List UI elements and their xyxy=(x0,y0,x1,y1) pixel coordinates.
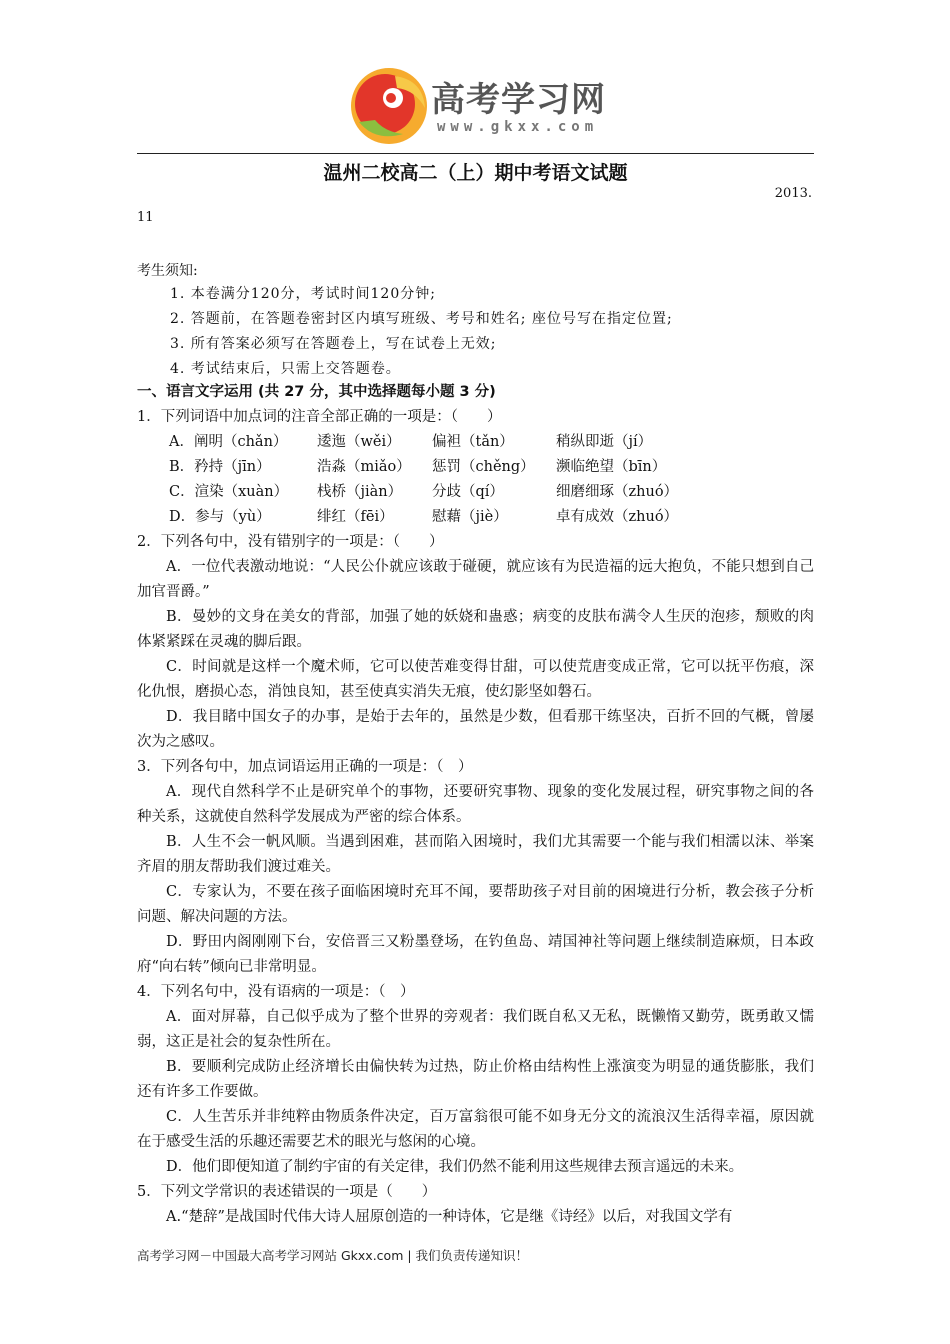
brand-name: 高考学习网 xyxy=(431,80,606,120)
option-text: D．参与（yù） xyxy=(169,509,271,525)
question-4-option-b: B．要顺利完成防止经济增长由偏快转为过热，防止价格由结构性上涨演变为明显的通货膨胀，我们还有许多工作要做。 xyxy=(137,1059,814,1100)
question-2-stem: 2．下列各句中，没有错别字的一项是：（ ） xyxy=(137,534,444,550)
option-text: 细磨细琢（zhuó） xyxy=(556,484,679,500)
option-text: A．阐明（chǎn） xyxy=(169,434,288,450)
option-text: 偏袒（tǎn） xyxy=(432,434,514,450)
option-text: 栈桥（jiàn） xyxy=(317,484,403,500)
question-4-option-c: C．人生苦乐并非纯粹由物质条件决定，百万富翁很可能不如身无分文的流浪汉生活得幸福，原因就在于感受生活的乐趣还需要艺术的眼光与悠闲的心境。 xyxy=(137,1109,814,1150)
question-1-row-a xyxy=(137,430,814,455)
brand-url: www.gkxx.com xyxy=(437,119,599,135)
question-2-option-a: A．一位代表激动地说：“人民公仆就应该敢于碰硬，就应该有为民造福的远大抱负，不能只想到自己加官晋爵。” xyxy=(137,559,814,600)
question-5-stem: 5．下列文学常识的表述错误的一项是（ ） xyxy=(137,1184,437,1200)
question-4-stem: 4．下列名句中，没有语病的一项是：（ ） xyxy=(137,984,415,1000)
notice-heading: 考生须知: xyxy=(137,263,198,279)
question-3-stem: 3．下列各句中，加点词语运用正确的一项是：（ ） xyxy=(137,759,473,775)
option-text: B．矜持（jīn） xyxy=(169,459,271,475)
option-text: 浩淼（miǎo） xyxy=(317,459,411,475)
brand-logo xyxy=(345,62,635,148)
notice-item: 4. 考试结束后，只需上交答题卷。 xyxy=(170,361,401,377)
page-footer: 高考学习网－中国最大高考学习网站 Gkxx.com | 我们负责传递知识！ xyxy=(137,1248,529,1263)
option-text: 惩罚（chěng） xyxy=(432,459,535,475)
question-2-option-d: D．我目睹中国女子的办事，是始于去年的，虽然是少数，但看那干练坚决，百折不回的气概，曾屡次为之感叹。 xyxy=(137,709,814,750)
section-heading: 一、语言文字运用 (共 27 分，其中选择题每小题 3 分) xyxy=(137,384,496,400)
option-text: 稍纵即逝（jí） xyxy=(556,434,653,450)
option-text: 逶迤（wěi） xyxy=(317,434,401,450)
question-1-row-b xyxy=(137,455,814,480)
exam-content xyxy=(137,381,814,1230)
question-3-option-d: D．野田内阁刚刚下台，安倍晋三又粉墨登场，在钓鱼岛、靖国神社等问题上继续制造麻烦，日本政府“向右转”倾向已非常明显。 xyxy=(137,934,814,975)
question-3-option-b: B．人生不会一帆风顺。当遇到困难，甚而陷入困境时，我们尤其需要一个能与我们相濡以沫、举案齐眉的朋友帮助我们渡过难关。 xyxy=(137,834,814,875)
question-4-option-a: A．面对屏幕，自己似乎成为了整个世界的旁观者：我们既自私又无私，既懒惰又勤劳，既勇敢又懦弱，这正是社会的复杂性所在。 xyxy=(137,1009,814,1050)
gkxx-swirl-logo-icon xyxy=(345,62,435,148)
question-3-option-a: A．现代自然科学不止是研究单个的事物，还要研究事物、现象的变化发展过程，研究事物之间的各种关系，这就使自然科学发展成为严密的综合体系。 xyxy=(137,784,814,825)
option-text: 慰藉（jiè） xyxy=(432,509,508,525)
question-1-row-c xyxy=(137,480,814,505)
question-2-option-b: B．曼妙的文身在美女的背部，加强了她的妖娆和蛊惑；病变的皮肤布满令人生厌的泡疹，颓败的肉体紧紧踩在灵魂的脚后跟。 xyxy=(137,609,814,650)
option-text: 卓有成效（zhuó） xyxy=(556,509,679,525)
header-divider xyxy=(137,153,814,154)
notice-list xyxy=(170,284,673,384)
page-title: 温州二校高二（上）期中考语文试题 xyxy=(323,162,628,184)
question-2-option-c: C．时间就是这样一个魔术师，它可以使苦难变得甘甜，可以使荒唐变成正常，它可以抚平伤痕，深化仇恨，磨损心态，消蚀良知，甚至使真实消失无痕，使幻影坚如磐石。 xyxy=(137,659,814,700)
notice-item: 3. 所有答案必须写在答题卷上，写在试卷上无效; xyxy=(170,336,497,352)
option-text: 分歧（qí） xyxy=(432,484,504,500)
question-5-option-a: A.“楚辞”是战国时代伟大诗人屈原创造的一种诗体，它是继《诗经》以后，对我国文学有 xyxy=(166,1209,733,1225)
question-3-option-c: C．专家认为，不要在孩子面临困境时充耳不闻，要帮助孩子对目前的困境进行分析，教会孩子分析问题、解决问题的方法。 xyxy=(137,884,814,925)
notice-item: 2. 答题前，在答题卷密封区内填写班级、考号和姓名; 座位号写在指定位置; xyxy=(170,311,673,327)
date-year: 2013. xyxy=(774,186,812,201)
question-4-option-d: D．他们即便知道了制约宇宙的有关定律，我们仍然不能利用这些规律去预言遥远的未来。 xyxy=(166,1159,744,1175)
option-text: 濒临绝望（bīn） xyxy=(556,459,667,475)
option-text: C．渲染（xuàn） xyxy=(169,484,289,500)
date-month: 11 xyxy=(137,210,154,225)
notice-item: 1. 本卷满分120分，考试时间120分钟; xyxy=(170,286,436,302)
question-1-row-d xyxy=(137,505,814,530)
question-1-stem: 1．下列词语中加点词的注音全部正确的一项是：（ ） xyxy=(137,409,502,425)
option-text: 绯红（fēi） xyxy=(317,509,394,525)
